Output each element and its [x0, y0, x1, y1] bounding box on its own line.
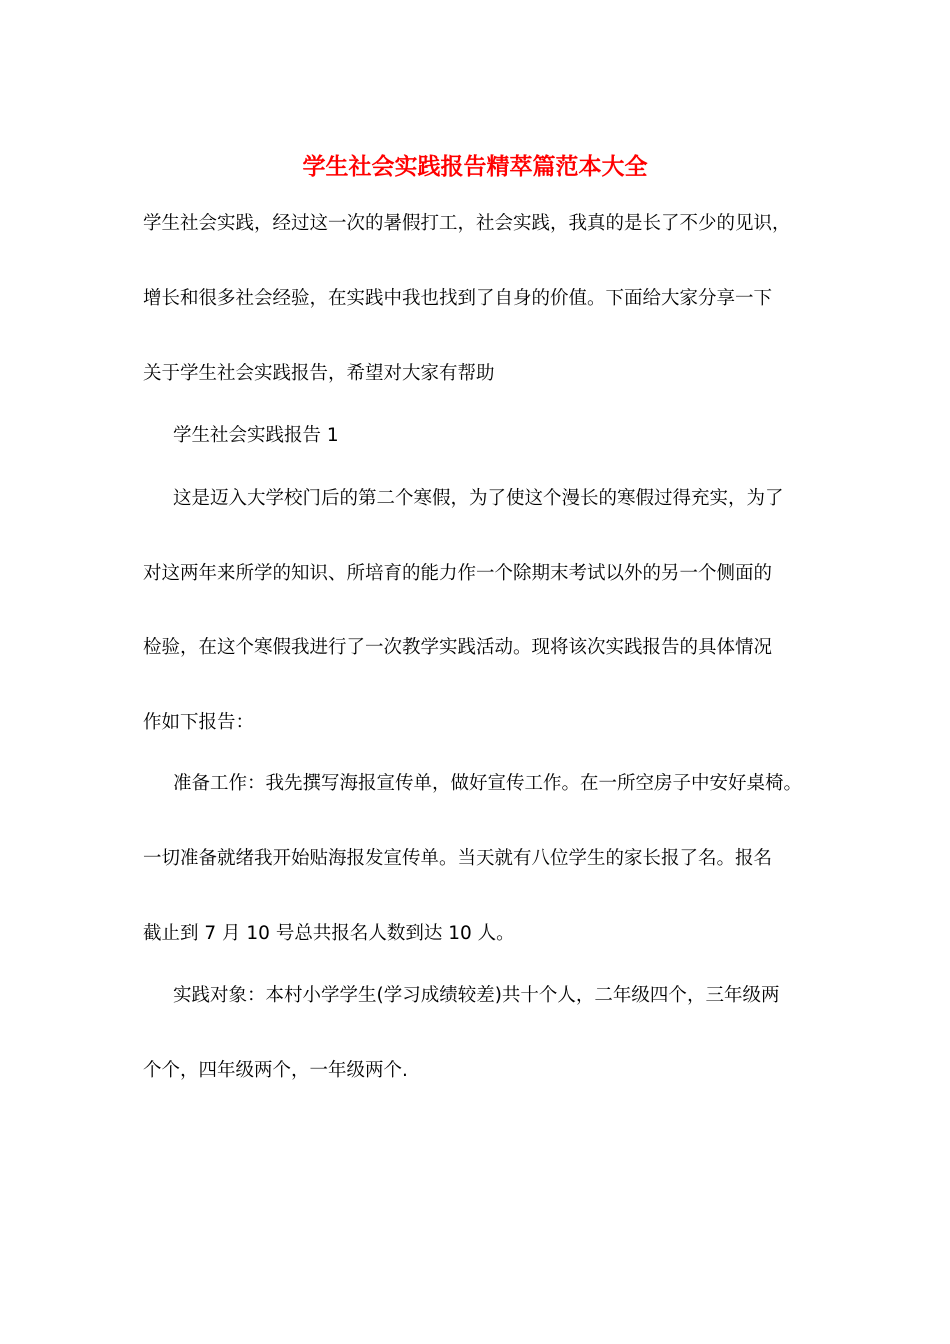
- paragraph-line-11: 截止到 7 月 10 号总共报名人数到达 10 人。: [143, 923, 515, 944]
- paragraph-line-7: 检验，在这个寒假我进行了一次教学实践活动。现将该次实践报告的具体情况: [143, 637, 773, 658]
- section-heading: 学生社会实践报告 1: [173, 425, 339, 446]
- document-title: 学生社会实践报告精萃篇范本大全: [302, 153, 648, 180]
- paragraph-line-1: 学生社会实践，经过这一次的暑假打工，社会实践，我真的是长了不少的见识，: [143, 213, 791, 234]
- paragraph-line-6: 对这两年来所学的知识、所培育的能力作一个除期末考试以外的另一个侧面的: [143, 563, 773, 584]
- paragraph-line-9: 准备工作：我先撰写海报宣传单，做好宣传工作。在一所空房子中安好桌椅。: [173, 773, 803, 794]
- paragraph-line-3: 关于学生社会实践报告，希望对大家有帮助: [143, 363, 495, 384]
- paragraph-line-13: 个个，四年级两个，一年级两个.: [143, 1060, 408, 1081]
- paragraph-line-10: 一切准备就绪我开始贴海报发宣传单。当天就有八位学生的家长报了名。报名: [143, 848, 773, 869]
- paragraph-line-8: 作如下报告：: [143, 712, 255, 733]
- paragraph-line-5: 这是迈入大学校门后的第二个寒假，为了使这个漫长的寒假过得充实，为了: [173, 488, 784, 509]
- paragraph-line-12: 实践对象：本村小学学生(学习成绩较差)共十个人，二年级四个，三年级两: [173, 985, 780, 1006]
- paragraph-line-2: 增长和很多社会经验，在实践中我也找到了自身的价值。下面给大家分享一下: [143, 288, 773, 309]
